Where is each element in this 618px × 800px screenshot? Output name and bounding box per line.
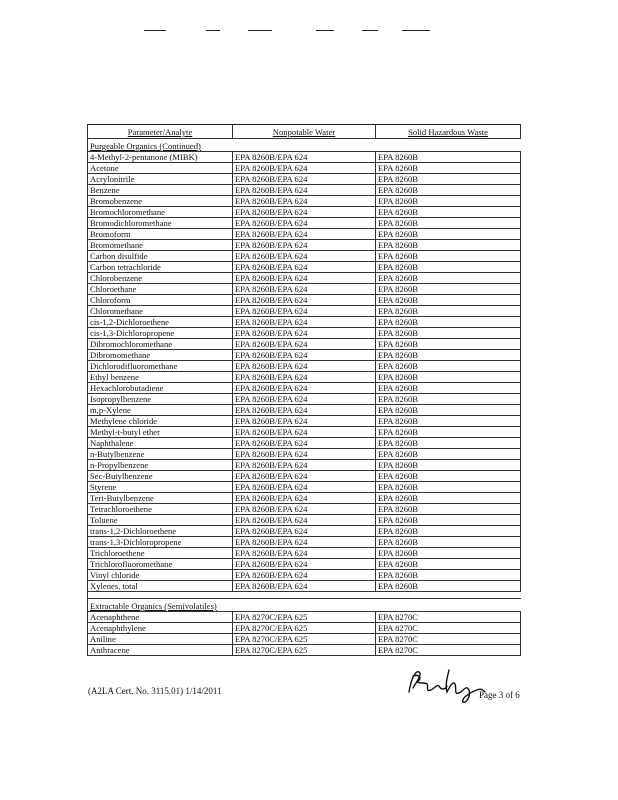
nonpotable-method-cell: EPA 8260B/EPA 624 xyxy=(233,317,376,328)
table-row xyxy=(88,405,521,416)
nonpotable-method-cell: EPA 8260B/EPA 624 xyxy=(233,515,376,526)
nonpotable-method-cell: EPA 8260B/EPA 624 xyxy=(233,350,376,361)
table-row xyxy=(88,317,521,328)
analyte-cell: Vinyl chloride xyxy=(88,570,233,581)
table-row xyxy=(88,504,521,515)
solid-waste-method-cell: EPA 8260B xyxy=(376,460,521,471)
analyte-cell: Bromochloromethane xyxy=(88,207,233,218)
solid-waste-method-cell: EPA 8260B xyxy=(376,295,521,306)
nonpotable-method-cell: EPA 8260B/EPA 624 xyxy=(233,537,376,548)
section-heading-row xyxy=(88,139,521,152)
empty-cell xyxy=(376,599,521,612)
solid-waste-method-cell: EPA 8260B xyxy=(376,537,521,548)
analyte-cell: Hexachlorobutadiene xyxy=(88,383,233,394)
nonpotable-method-cell: EPA 8260B/EPA 624 xyxy=(233,504,376,515)
table-row xyxy=(88,537,521,548)
solid-waste-method-cell: EPA 8260B xyxy=(376,438,521,449)
table-row xyxy=(88,240,521,251)
solid-waste-method-cell: EPA 8260B xyxy=(376,559,521,570)
analyte-cell: Isopropylbenzene xyxy=(88,394,233,405)
nonpotable-method-cell: EPA 8260B/EPA 624 xyxy=(233,218,376,229)
analyte-cell: Acrylonitrile xyxy=(88,174,233,185)
table-row xyxy=(88,438,521,449)
accreditation-table xyxy=(87,124,521,656)
analyte-cell: Trichloroethene xyxy=(88,548,233,559)
table-row xyxy=(88,383,521,394)
nonpotable-method-cell: EPA 8260B/EPA 624 xyxy=(233,295,376,306)
table-row xyxy=(88,262,521,273)
analyte-cell: Naphthalene xyxy=(88,438,233,449)
solid-waste-method-cell: EPA 8260B xyxy=(376,526,521,537)
nonpotable-method-cell: EPA 8260B/EPA 624 xyxy=(233,526,376,537)
header-scan-marks xyxy=(140,30,440,34)
nonpotable-method-cell: EPA 8260B/EPA 624 xyxy=(233,339,376,350)
table-row xyxy=(88,361,521,372)
empty-cell xyxy=(376,139,521,152)
accreditation-table-container xyxy=(87,124,520,656)
analyte-cell: Sec-Butylbenzene xyxy=(88,471,233,482)
table-row xyxy=(88,623,521,634)
solid-waste-method-cell: EPA 8260B xyxy=(376,229,521,240)
solid-waste-method-cell: EPA 8260B xyxy=(376,218,521,229)
table-row xyxy=(88,229,521,240)
spacer-cell xyxy=(88,592,233,599)
analyte-cell: Styrene xyxy=(88,482,233,493)
nonpotable-method-cell: EPA 8260B/EPA 624 xyxy=(233,383,376,394)
nonpotable-method-cell: EPA 8270C/EPA 625 xyxy=(233,645,376,656)
table-row xyxy=(88,306,521,317)
solid-waste-method-cell: EPA 8260B xyxy=(376,427,521,438)
solid-waste-method-cell: EPA 8270C xyxy=(376,612,521,623)
solid-waste-method-cell: EPA 8270C xyxy=(376,623,521,634)
analyte-cell: Toluene xyxy=(88,515,233,526)
analyte-cell: Aniline xyxy=(88,634,233,645)
analyte-cell: Anthracene xyxy=(88,645,233,656)
analyte-cell: Bromoform xyxy=(88,229,233,240)
nonpotable-method-cell: EPA 8270C/EPA 625 xyxy=(233,623,376,634)
solid-waste-method-cell: EPA 8260B xyxy=(376,372,521,383)
table-row xyxy=(88,152,521,163)
nonpotable-method-cell: EPA 8260B/EPA 624 xyxy=(233,570,376,581)
solid-waste-method-cell: EPA 8260B xyxy=(376,306,521,317)
solid-waste-method-cell: EPA 8270C xyxy=(376,634,521,645)
table-row xyxy=(88,339,521,350)
analyte-cell: n-Butylbenzene xyxy=(88,449,233,460)
analyte-cell: Carbon disulfide xyxy=(88,251,233,262)
analyte-cell: cis-1,3-Dichloropropene xyxy=(88,328,233,339)
solid-waste-method-cell: EPA 8260B xyxy=(376,383,521,394)
analyte-cell: Acenaphthylene xyxy=(88,623,233,634)
analyte-cell: Tert-Butylbenzene xyxy=(88,493,233,504)
table-header-row xyxy=(88,125,521,139)
nonpotable-method-cell: EPA 8260B/EPA 624 xyxy=(233,482,376,493)
analyte-cell: Chloroform xyxy=(88,295,233,306)
analyte-cell: Bromomethane xyxy=(88,240,233,251)
nonpotable-method-cell: EPA 8260B/EPA 624 xyxy=(233,372,376,383)
table-row xyxy=(88,548,521,559)
table-row xyxy=(88,493,521,504)
table-row xyxy=(88,449,521,460)
nonpotable-method-cell: EPA 8260B/EPA 624 xyxy=(233,581,376,592)
analyte-cell: trans-1,3-Dichloropropene xyxy=(88,537,233,548)
nonpotable-method-cell: EPA 8260B/EPA 624 xyxy=(233,163,376,174)
section-heading-row xyxy=(88,599,521,612)
solid-waste-method-cell: EPA 8260B xyxy=(376,548,521,559)
table-row xyxy=(88,163,521,174)
analyte-cell: trans-1,2-Dichloroethene xyxy=(88,526,233,537)
analyte-cell: Acetone xyxy=(88,163,233,174)
section-title: Purgeable Organics (Continued) xyxy=(88,139,233,152)
nonpotable-method-cell: EPA 8260B/EPA 624 xyxy=(233,174,376,185)
table-row xyxy=(88,218,521,229)
solid-waste-method-cell: EPA 8260B xyxy=(376,163,521,174)
solid-waste-method-cell: EPA 8270C xyxy=(376,645,521,656)
analyte-cell: Bromobenzene xyxy=(88,196,233,207)
nonpotable-method-cell: EPA 8260B/EPA 624 xyxy=(233,460,376,471)
analyte-cell: Trichlorofluoromethane xyxy=(88,559,233,570)
header-parameter: Parameter/Analyte xyxy=(88,125,233,139)
solid-waste-method-cell: EPA 8260B xyxy=(376,328,521,339)
nonpotable-method-cell: EPA 8260B/EPA 624 xyxy=(233,438,376,449)
nonpotable-method-cell: EPA 8260B/EPA 624 xyxy=(233,548,376,559)
nonpotable-method-cell: EPA 8260B/EPA 624 xyxy=(233,427,376,438)
solid-waste-method-cell: EPA 8260B xyxy=(376,394,521,405)
solid-waste-method-cell: EPA 8260B xyxy=(376,449,521,460)
table-row xyxy=(88,612,521,623)
solid-waste-method-cell: EPA 8260B xyxy=(376,207,521,218)
table-row xyxy=(88,427,521,438)
solid-waste-method-cell: EPA 8260B xyxy=(376,482,521,493)
solid-waste-method-cell: EPA 8260B xyxy=(376,262,521,273)
solid-waste-method-cell: EPA 8260B xyxy=(376,405,521,416)
table-row xyxy=(88,515,521,526)
analyte-cell: Chloromethane xyxy=(88,306,233,317)
page-number: Page 3 of 6 xyxy=(479,690,520,700)
table-row xyxy=(88,416,521,427)
spacer-cell xyxy=(376,592,521,599)
table-row xyxy=(88,295,521,306)
table-row xyxy=(88,570,521,581)
nonpotable-method-cell: EPA 8260B/EPA 624 xyxy=(233,262,376,273)
solid-waste-method-cell: EPA 8260B xyxy=(376,471,521,482)
empty-cell xyxy=(233,139,376,152)
nonpotable-method-cell: EPA 8260B/EPA 624 xyxy=(233,405,376,416)
table-row xyxy=(88,394,521,405)
section-spacer xyxy=(88,592,521,599)
solid-waste-method-cell: EPA 8260B xyxy=(376,361,521,372)
nonpotable-method-cell: EPA 8260B/EPA 624 xyxy=(233,240,376,251)
analyte-cell: cis-1,2-Dichloroethene xyxy=(88,317,233,328)
solid-waste-method-cell: EPA 8260B xyxy=(376,515,521,526)
solid-waste-method-cell: EPA 8260B xyxy=(376,284,521,295)
solid-waste-method-cell: EPA 8260B xyxy=(376,196,521,207)
table-row xyxy=(88,526,521,537)
solid-waste-method-cell: EPA 8260B xyxy=(376,493,521,504)
nonpotable-method-cell: EPA 8260B/EPA 624 xyxy=(233,471,376,482)
analyte-cell: Methyl-t-butyl ether xyxy=(88,427,233,438)
spacer-cell xyxy=(233,592,376,599)
nonpotable-method-cell: EPA 8260B/EPA 624 xyxy=(233,273,376,284)
analyte-cell: Bromodichloromethane xyxy=(88,218,233,229)
table-row xyxy=(88,471,521,482)
table-row xyxy=(88,372,521,383)
table-row xyxy=(88,645,521,656)
solid-waste-method-cell: EPA 8260B xyxy=(376,273,521,284)
analyte-cell: Tetrachloroethene xyxy=(88,504,233,515)
nonpotable-method-cell: EPA 8260B/EPA 624 xyxy=(233,449,376,460)
solid-waste-method-cell: EPA 8260B xyxy=(376,581,521,592)
solid-waste-method-cell: EPA 8260B xyxy=(376,350,521,361)
analyte-cell: Chlorobenzene xyxy=(88,273,233,284)
table-row xyxy=(88,482,521,493)
solid-waste-method-cell: EPA 8260B xyxy=(376,174,521,185)
nonpotable-method-cell: EPA 8260B/EPA 624 xyxy=(233,152,376,163)
nonpotable-method-cell: EPA 8260B/EPA 624 xyxy=(233,229,376,240)
solid-waste-method-cell: EPA 8260B xyxy=(376,317,521,328)
analyte-cell: n-Propylbenzene xyxy=(88,460,233,471)
analyte-cell: Xylenes, total xyxy=(88,581,233,592)
empty-cell xyxy=(233,599,376,612)
table-row xyxy=(88,251,521,262)
nonpotable-method-cell: EPA 8260B/EPA 624 xyxy=(233,196,376,207)
table-row xyxy=(88,460,521,471)
nonpotable-method-cell: EPA 8260B/EPA 624 xyxy=(233,416,376,427)
nonpotable-method-cell: EPA 8260B/EPA 624 xyxy=(233,328,376,339)
table-row xyxy=(88,174,521,185)
nonpotable-method-cell: EPA 8260B/EPA 624 xyxy=(233,207,376,218)
nonpotable-method-cell: EPA 8270C/EPA 625 xyxy=(233,612,376,623)
analyte-cell: Methylene chloride xyxy=(88,416,233,427)
table-row xyxy=(88,207,521,218)
nonpotable-method-cell: EPA 8260B/EPA 624 xyxy=(233,394,376,405)
solid-waste-method-cell: EPA 8260B xyxy=(376,152,521,163)
table-row xyxy=(88,559,521,570)
header-nonpotable-water: Nonpotable Water xyxy=(233,125,376,139)
table-row xyxy=(88,284,521,295)
nonpotable-method-cell: EPA 8260B/EPA 624 xyxy=(233,559,376,570)
table-row xyxy=(88,185,521,196)
solid-waste-method-cell: EPA 8260B xyxy=(376,504,521,515)
solid-waste-method-cell: EPA 8260B xyxy=(376,339,521,350)
table-row xyxy=(88,350,521,361)
solid-waste-method-cell: EPA 8260B xyxy=(376,570,521,581)
solid-waste-method-cell: EPA 8260B xyxy=(376,240,521,251)
nonpotable-method-cell: EPA 8270C/EPA 625 xyxy=(233,634,376,645)
analyte-cell: Carbon tetrachloride xyxy=(88,262,233,273)
analyte-cell: Acenaphthene xyxy=(88,612,233,623)
solid-waste-method-cell: EPA 8260B xyxy=(376,185,521,196)
analyte-cell: m,p-Xylene xyxy=(88,405,233,416)
analyte-cell: Dibromomethane xyxy=(88,350,233,361)
analyte-cell: Dichlorodifluoromethane xyxy=(88,361,233,372)
section-title: Extractable Organics (Semivolatiles) xyxy=(88,599,233,612)
nonpotable-method-cell: EPA 8260B/EPA 624 xyxy=(233,251,376,262)
table-row xyxy=(88,634,521,645)
solid-waste-method-cell: EPA 8260B xyxy=(376,251,521,262)
solid-waste-method-cell: EPA 8260B xyxy=(376,416,521,427)
header-solid-hazardous-waste: Solid Hazardous Waste xyxy=(376,125,521,139)
table-row xyxy=(88,581,521,592)
analyte-cell: Ethyl benzene xyxy=(88,372,233,383)
nonpotable-method-cell: EPA 8260B/EPA 624 xyxy=(233,306,376,317)
table-body xyxy=(88,139,521,656)
certificate-number: (A2LA Cert. No. 3115.01) 1/14/2011 xyxy=(88,686,222,696)
analyte-cell: Chloroethane xyxy=(88,284,233,295)
analyte-cell: Dibromochloromethane xyxy=(88,339,233,350)
nonpotable-method-cell: EPA 8260B/EPA 624 xyxy=(233,361,376,372)
table-row xyxy=(88,328,521,339)
analyte-cell: Benzene xyxy=(88,185,233,196)
nonpotable-method-cell: EPA 8260B/EPA 624 xyxy=(233,185,376,196)
table-row xyxy=(88,273,521,284)
analyte-cell: 4-Methyl-2-pentanone (MIBK) xyxy=(88,152,233,163)
nonpotable-method-cell: EPA 8260B/EPA 624 xyxy=(233,284,376,295)
table-row xyxy=(88,196,521,207)
nonpotable-method-cell: EPA 8260B/EPA 624 xyxy=(233,493,376,504)
